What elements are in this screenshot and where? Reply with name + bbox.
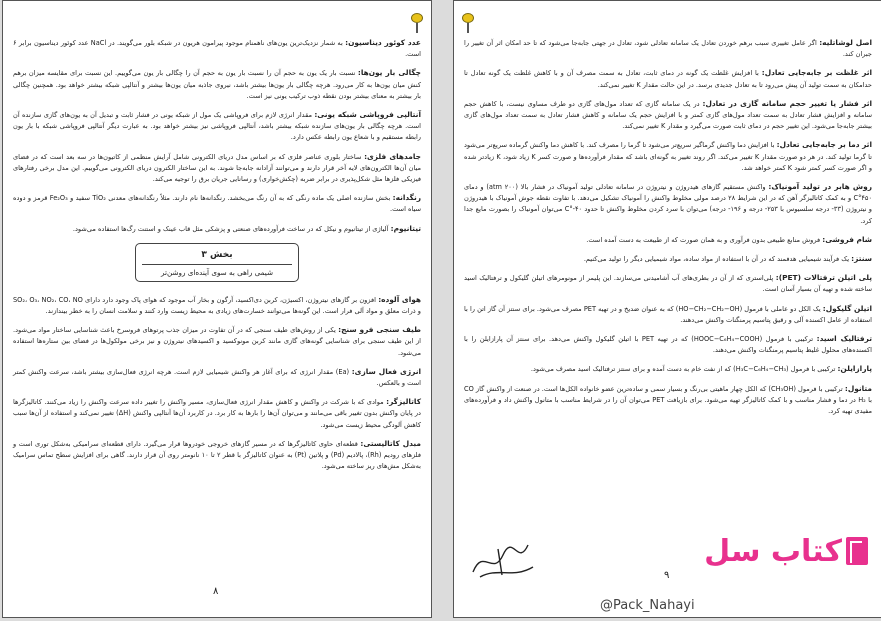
entry-text: موادی که با شرکت در واکنش و کاهش مقدار انرژی فعال‌سازی، مسیر واکنش را تغییر داده سرعت واکنش را زیاد می‌کنند. کاتالیزگرها در پایان واکنش بدون تغییر باقی می‌مانند و می‌توان آن‌ها را بارها به کار برد. در کاربرد آن‌ها آنتالپی واکنش (ΔH) تغییر نمی‌کند و استفاده از آن‌ها سبب کاهش آلودگی محیط زیست می‌شود. <box>13 398 421 429</box>
entry-term: پارازایلن: <box>837 364 872 374</box>
entry-term: سنتز: <box>851 254 872 264</box>
entry-term: اتیلن گلیکول: <box>822 303 873 313</box>
glossary-entry <box>464 303 872 326</box>
page-number: ۸ <box>213 586 219 597</box>
entry-term: تیتانیوم: <box>390 223 421 233</box>
entry-term: عدد کوئور دیناسیون: <box>345 38 421 47</box>
entry-term: طیف سنجی فرو سنج: <box>338 325 421 335</box>
entry-text: قطعه‌ای حاوی کاتالیزگرها که در مسیر گازهای خروجی خودروها قرار می‌گیرد. دارای قطعه‌ای سرامیکی به‌شکل توری است و فلزهای روديم (Rh)، پالاديم (Pd) و پلاتين (Pt) به عنوان کاتالیزگر با قطر ۲ تا ۱۰ نانومتر روی آن قرار دارند. گاهی برای افزایش سطح تماس سرامیک به‌شکل مش‌های ریز ساخته می‌شود. <box>13 439 422 471</box>
entry-text: ترکیبی با فرمول (CH₃OH) که الکل چهار ماهیتی بی‌رنگ و بسیار سمی و ساده‌ترین عضو خانواده الکل‌ها است. در صنعت از واکنش گاز CO با H₂ در دما و فشار مناسب و با کمک کاتالیزگر تهیه می‌شود. برای بازیافت PET می‌توان آن را در شرایط مناسب با متانول واکنش داد و فرآورده‌های مفیدی تهیه کرد. <box>464 384 872 416</box>
glossary-entry <box>13 324 421 359</box>
right-page <box>453 0 881 618</box>
glossary-entry <box>13 223 421 235</box>
signature-icon <box>468 537 538 583</box>
entry-text: یک الکل دو عاملی با فرمول (HO−CH₂−CH₂−OH) که به عنوان ضدیخ و در تهیه PET مصرف می‌شود. برای سنتز آن گاز اتن را با استفاده از عامل اکسنده آلی و رقیق پتاسیم پرمنگنات واکنش می‌دهند. <box>464 304 872 324</box>
glossary-entry <box>13 294 421 317</box>
entry-text: با افزایش غلظت یک گونه در دمای ثابت، تعادل به سمت مصرف آن و با کاهش غلظت یک گونه تعادل تا حدامکان به سمت تولید آن پیش می‌رود تا به تعادل جدیدی برسد. در این حالت مقدار K تغییر نمی‌کند. <box>464 69 872 89</box>
channel-handle: @Pack_Nahayi <box>600 598 695 613</box>
entry-term: چگالی بار یون‌ها: <box>357 68 421 78</box>
entry-text: به شمار نزدیک‌ترین یون‌های ناهمنام موجود پیرامون هریون در شبکه بلور می‌گویند. در NaCl عدد کوئور دیناسیون برابر ۶ است. <box>13 39 421 59</box>
left-page-content <box>13 37 421 597</box>
entry-term: ترفتالیک اسید: <box>816 334 873 344</box>
entry-term: رنگدانه: <box>392 193 421 203</box>
entry-term: متانول: <box>844 383 873 393</box>
pushpin-icon <box>411 13 423 31</box>
entry-term: آنتالپی فروپاشی شبکه یونی: <box>314 110 421 120</box>
glossary-entry <box>13 396 421 431</box>
entry-term: جامدهای فلزی: <box>364 151 421 161</box>
entry-text: ترکیبی با فرمول (HOOC−C₆H₄−COOH) که در تهیه PET با اتیلن گلیکول واکنش می‌دهد. برای سنتز آن پارازایلن را با اکسنده‌های محلول غلیظ پتاسیم پرمنگنات واکنش می‌دهند. <box>464 335 872 355</box>
entry-term: اثر فشار یا تغییر حجم سامانه گازی در تعادل: <box>702 98 873 108</box>
pushpin-icon <box>462 13 474 31</box>
entry-text: فروش منابع طبیعی بدون فرآوری و به همان صورت که از طبیعت به دست آمده است. <box>586 235 821 244</box>
glossary-entry <box>464 67 872 90</box>
entry-text: افزون بر گازهای نیتروژن، اکسیژن، کربن دی‌اکسید، آرگون و بخار آب موجود که هوای پاک وجود دارد دارای SO₂، O₃، NO₂، CO، NO و ذرات معلق و مواد آلی فرار است. این گونه‌ها می‌توانند خسارت‌های زیادی به محیط زیست وارد کنند و سلامت انسان را به خطر بیندازند. <box>13 295 421 316</box>
section-subtitle: شیمی راهی به سوی آینده‌ای روشن‌تر <box>142 264 292 277</box>
glossary-entry <box>13 67 421 102</box>
brand-logo: کتاب سل <box>704 534 842 569</box>
entry-text: آلیاژی از تیتانیوم و نیکل که در ساخت فرآورده‌های صنعتی و پزشکی مثل قاب عینک و استنت رگ‌ها استفاده می‌شود. <box>72 224 389 233</box>
entry-term: انرژی فعال سازی: <box>351 366 421 376</box>
entry-text: در یک سامانه گازی که تعداد مول‌های گازی دو طرف مساوی نیست، با کاهش حجم سامانه و افزایش فشار تعادل به سمت تعداد مول‌های گازی کمتر و با افزایش حجم یک سامانه و کاهش فشار تعادل به سمت تعداد مول‌های گازی بیشتر جابه‌جا می‌شود. این تغییر حجم در دمای ثابت صورت می‌گیرد و مقدار K تغییر نمی‌کند. <box>464 99 872 131</box>
entry-text: بخش سازنده اصلی یک ماده رنگی که به آن رنگ می‌بخشد. رنگدانه‌ها نام دارند. مثلاً رنگدانه‌های معدنی TiO₂ سفید و Fe₂O₃ قرمز و دوده سیاه است. <box>13 194 421 214</box>
entry-text: اگر عامل تغییری سبب برهم خوردن تعادل یک سامانه تعادلی شود، تعادل در جهتی جابه‌جا می‌شود که تا حد امکان اثر آن تغییر را جبران کند. <box>464 39 872 59</box>
entry-text: ساختار بلوری عناصر فلزی که بر اساس مدل دریای الکترونی شامل آرایش منظمی از کاتیون‌ها در سه بعد است که در فضای میان آن‌ها الکترون‌های لایه آخر قرار دارند و می‌توانند آزادانه جابه‌جا شوند. به این ساختار الکترون دریای الکترونی می‌گوییم. این مدل برخی رفتارهای فیزیکی فلزها مثل شکل‌پذیری در برابر ضربه (چکش‌خواری) و رسانایی جریان برق را توجیه می‌کند. <box>13 152 421 184</box>
entry-text: ترکیبی با فرمول (H₃C−C₆H₄−CH₃) که از نفت خام به دست آمده و برای سنتز ترفتالیک اسید مصرف می‌شود. <box>530 365 836 374</box>
glossary-entry <box>464 234 872 246</box>
glossary-entry <box>464 363 872 375</box>
entry-text: پلی‌استری که از آن در بطری‌های آب آشامیدنی می‌سازند. این پلیمر از مونومرهای اتیلن گلیکول و ترفتالیک اسید ساخته شده و تهیه آن بسیار آسان است. <box>464 274 872 294</box>
section-title: بخش ۳ <box>201 249 233 260</box>
glossary-entry <box>464 98 872 133</box>
entry-text: نسبت بار یک یون به حجم آن را نسبت بار یون به حجم آن را چگالی بار یون می‌گوییم. این نسبت برای مقایسه میزان برهم کنش میان یون‌ها به کار می‌رود. هرچه چگالی بار یون‌ها بیشتر باشد، نیروی جاذبه میان یون‌ها بیشتر و آنتالپی شبکه بیشتر خواهد بود. همچنین چگالی بار بیشتر به معنای بیشتر بودن نقطه ذوب ترکیب یونی نیز است. <box>13 69 421 100</box>
entry-term: پلی اتیلن ترفتالات (PET): <box>775 273 872 283</box>
entry-text: واکنش مستقیم گازهای هیدروژن و نیتروژن در سامانه تعادلی تولید آمونیاک در فشار بالا (۲۰۰ atm) و دمای ۴۵۰°C و به کمک کاتالیزگر آهن که در این شرایط ۲۸ درصد مولی مخلوط واکنش را آمونیاک تشکیل می‌دهد. با تفاوت نقطه جوش آمونیاک با هیدروژن و نیتروژن (۳۳- درجه سلسیوس با ۲۵۳- درجه و ۱۹۶- درجه) می‌توان با سرد کردن مخلوط واکنش تا حدود ۴۰-°C می‌توان آمونیاک را بصورت مایع جدا کرد. <box>464 183 872 225</box>
entry-text: مقدار انرژی لازم برای فروپاشی یک مول از شبکه یونی در فشار ثابت و تبدیل آن به یون‌های گازی سازنده آن است. هرچه چگالی بار یون‌های سازنده شبکه بیشتر باشد، آنتالپی فروپاشی نیز بیشتر خواهد بود. به عبارت دیگر آنتالپی فروپاشی شبکه با بار یون رابطه مستقیم و با شعاع یون رابطه عکس دارد. <box>13 111 421 142</box>
entry-text: با افزایش دما واکنش گرماگیر سریع‌تر می‌شود تا گرما را مصرف کند. با کاهش دما واکنش گرماده سریع‌تر می‌شود تا گرما تولید کند. در هر دو صورت مقدار K تغییر می‌کند. اگر روند تغییر به گونه‌ای باشد که مقدار فرآورده‌ها و صورت کسر K زیاد شود، K زیادتر شده و اگر صورت کسر کمتر شود K کمتر خواهد شد. <box>464 141 872 172</box>
entry-term: اصل لوشاتلیه: <box>819 38 872 47</box>
entry-term: کاتالیزگر: <box>386 397 421 407</box>
glossary-entry <box>13 192 421 215</box>
entry-term: هوای آلوده: <box>378 294 421 304</box>
entry-term: روش هابر در تولید آمونیاک: <box>768 182 872 192</box>
entry-term: اثر دما بر جابه‌جایی تعادل: <box>776 140 872 150</box>
glossary-entry <box>464 181 872 227</box>
entry-term: اثر غلظت بر جابه‌جایی تعادل: <box>761 68 872 78</box>
glossary-entry <box>13 366 421 389</box>
glossary-entry <box>464 37 872 60</box>
glossary-entry <box>464 383 872 418</box>
glossary-entry <box>464 333 872 356</box>
entry-text: یکی از روش‌های طیف سنجی که در آن تفاوت در میزان جذب پرتوهای فروسرخ باعث شناسایی ساختار مواد می‌شود. از این طیف سنجی برای شناسایی گونه‌های گازی مانند کربن مونوکسید و اکسیدهای نیتروژن و نیز برخی مولکول‌ها در فضای بین ستاره‌ها استفاده می‌شود. <box>13 326 421 357</box>
glossary-entry <box>13 37 421 60</box>
glossary-entry <box>13 151 421 186</box>
left-page <box>2 0 432 618</box>
right-page-content <box>464 37 872 517</box>
glossary-entry <box>464 272 872 295</box>
section-heading <box>135 243 299 282</box>
glossary-entry <box>13 109 421 144</box>
glossary-entry <box>464 253 872 265</box>
entry-term: شام فروشی: <box>822 234 872 244</box>
page-number: ۹ <box>664 570 670 581</box>
entry-term: مبدل کاتالیستی: <box>360 438 422 448</box>
entry-text: یک فرآیند شیمیایی هدفمند که در آن با استفاده از مواد ساده، مواد شیمیایی دیگر را تولید می‌کنیم. <box>583 255 850 264</box>
glossary-entry <box>464 139 872 174</box>
glossary-entry <box>13 438 421 473</box>
book-logo-icon <box>846 537 868 565</box>
entry-text: (Ea) مقدار انرژی که برای آغاز هر واکنش شیمیایی لازم است. هرچه انرژی فعال‌سازی بیشتر باشد، سرعت واکنش کمتر است و بالعکس. <box>13 367 421 388</box>
